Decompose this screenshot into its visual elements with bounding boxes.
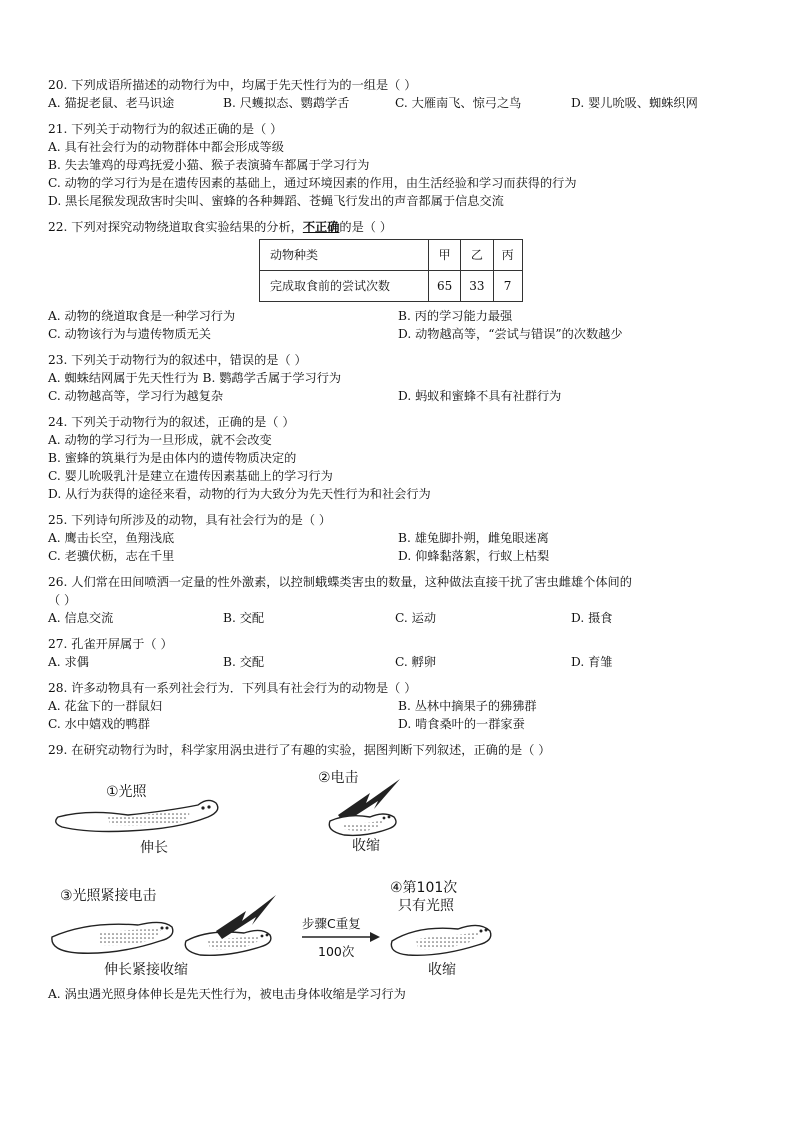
- planarian-extended-3: [52, 922, 173, 953]
- question-22: [48, 218, 748, 343]
- options-row: [48, 547, 748, 565]
- question-23: [48, 351, 748, 405]
- stem-suffix: 的是（ ）: [339, 220, 393, 234]
- table-header-cell: 甲: [429, 240, 461, 271]
- planarian-extended-1: [56, 800, 218, 831]
- table-cell: 完成取食前的尝试次数: [260, 271, 429, 302]
- options-row: [48, 94, 748, 112]
- option-c[interactable]: C. 运动: [395, 611, 437, 625]
- option-b[interactable]: B. 交配: [223, 655, 265, 669]
- question-stem: 29. 在研究动物行为时，科学家用涡虫进行了有趣的实验，据图判断下列叙述，正确的是（ ）: [48, 743, 551, 757]
- options-row: [48, 529, 748, 547]
- option-a[interactable]: A. 花盆下的一群鼠妇: [48, 699, 163, 713]
- question-stem: 20. 下列成语所描述的动物行为中，均属于先天性行为的一组是（ ）: [48, 78, 417, 92]
- option-c[interactable]: C. 动物的学习行为是在遗传因素的基础上，通过环境因素的作用，由生活经验和学习而获得的行为: [48, 176, 577, 190]
- options-row: [48, 307, 748, 325]
- option-c[interactable]: C. 动物该行为与遗传物质无关: [48, 327, 211, 341]
- step2-label: ②电击: [318, 770, 359, 786]
- option-c[interactable]: C. 大雁南飞、惊弓之鸟: [395, 96, 522, 110]
- option-d[interactable]: D. 从行为获得的途径来看，动物的行为大致分为先天性行为和社会行为: [48, 487, 431, 501]
- question-20: [48, 76, 748, 112]
- options-row: [48, 609, 748, 627]
- option-d[interactable]: D. 仰蜂黏落絮，行蚁上枯梨: [398, 549, 550, 563]
- step1-label: ①光照: [106, 784, 147, 800]
- option-c[interactable]: C. 动物越高等，学习行为越复杂: [48, 389, 224, 403]
- step4-label-line1: ④第101次: [390, 880, 458, 896]
- option-d[interactable]: D. 啃食桑叶的一群家蚕: [398, 717, 525, 731]
- question-stem: 21. 下列关于动物行为的叙述正确的是（ ）: [48, 122, 283, 136]
- option-d[interactable]: D. 蚂蚁和蜜蜂不具有社群行为: [398, 389, 562, 403]
- question-stem: 24. 下列关于动物行为的叙述，正确的是（ ）: [48, 415, 295, 429]
- question-25: [48, 511, 748, 565]
- question-24: [48, 413, 748, 503]
- question-29: [48, 741, 748, 1003]
- option-b[interactable]: B. 尺蠖拟态、鹦鹉学舌: [223, 96, 350, 110]
- option-d[interactable]: D. 婴儿吮吸、蜘蛛织网: [571, 96, 698, 110]
- option-b[interactable]: B. 丛林中摘果子的狒狒群: [398, 699, 537, 713]
- question-26: [48, 573, 748, 627]
- options-row: [48, 387, 748, 405]
- question-stem: 28. 许多动物具有一系列社会行为．下列具有社会行为的动物是（ ）: [48, 681, 417, 695]
- option-c[interactable]: C. 水中嬉戏的鸭群: [48, 717, 150, 731]
- step4-label-line2: 只有光照: [398, 898, 454, 914]
- option-b[interactable]: B. 蜜蜂的筑巢行为是由体内的遗传物质决定的: [48, 451, 297, 465]
- stem-emphasis: 不正确: [302, 220, 340, 234]
- planarian-contracted-2: [329, 814, 396, 835]
- step2-result: 收缩: [352, 838, 380, 854]
- option-a[interactable]: A. 求偶: [48, 655, 89, 669]
- table-row: [260, 271, 523, 302]
- repeat-label-top: 步骤C重复: [302, 916, 361, 931]
- table-header-row: [260, 240, 523, 271]
- repeat-label-bottom: 100次: [318, 944, 355, 959]
- question-stem-cont: （ ）: [48, 593, 77, 607]
- option-c[interactable]: C. 婴儿吮吸乳汁是建立在遗传因素基础上的学习行为: [48, 469, 333, 483]
- question-stem: 25. 下列诗句所涉及的动物，具有社会行为的是（ ）: [48, 513, 332, 527]
- option-a[interactable]: A. 涡虫遇光照身体伸长是先天性行为，被电击身体收缩是学习行为: [48, 987, 406, 1001]
- step3-result: 伸长紧接收缩: [104, 962, 188, 978]
- repeat-arrow: [302, 932, 380, 942]
- step3-label: ③光照紧接电击: [60, 888, 157, 904]
- option-d[interactable]: D. 动物越高等，“尝试与错误”的次数越少: [398, 327, 623, 341]
- question-stem: 26. 人们常在田间喷洒一定量的性外激素，以控制蛾蝶类害虫的数量，这种做法直接干扰了害虫雌雄个体间的: [48, 575, 632, 589]
- table-header-cell: 动物种类: [260, 240, 429, 271]
- option-a[interactable]: A. 信息交流: [48, 611, 114, 625]
- question-stem: [48, 218, 748, 236]
- option-c[interactable]: C. 老骥伏枥，志在千里: [48, 549, 175, 563]
- options-row: [48, 715, 748, 733]
- table-cell: 33: [461, 271, 493, 302]
- table-cell: 65: [429, 271, 461, 302]
- question-stem: 23. 下列关于动物行为的叙述中，错误的是（ ）: [48, 353, 307, 367]
- option-b[interactable]: B. 失去雏鸡的母鸡抚爱小猫、猴子表演骑车都属于学习行为: [48, 158, 370, 172]
- option-a[interactable]: A. 具有社会行为的动物群体中都会形成等级: [48, 140, 284, 154]
- table-header-cell: 丙: [493, 240, 522, 271]
- question-21: [48, 120, 748, 210]
- options-row: [48, 325, 748, 343]
- option-d[interactable]: D. 黑长尾猴发现敌害时尖叫、蜜蜂的各种舞蹈、苍蝇飞行发出的声音都属于信息交流: [48, 194, 504, 208]
- option-b[interactable]: B. 交配: [223, 611, 265, 625]
- option-ab[interactable]: A. 蜘蛛结网属于先天性行为 B. 鹦鹉学舌属于学习行为: [48, 371, 342, 385]
- question-28: [48, 679, 748, 733]
- table-header-cell: 乙: [461, 240, 493, 271]
- question-27: [48, 635, 748, 671]
- options-row: [48, 653, 748, 671]
- step4-result: 收缩: [428, 962, 456, 978]
- exam-page: [48, 76, 748, 1003]
- options-row: [48, 697, 748, 715]
- planarian-contracted-4: [391, 925, 490, 955]
- option-d[interactable]: D. 育雏: [571, 655, 613, 669]
- experiment-table: [259, 239, 523, 302]
- option-c[interactable]: C. 孵卵: [395, 655, 437, 669]
- planarian-figure: [48, 765, 500, 981]
- option-d[interactable]: D. 摄食: [571, 611, 613, 625]
- step1-result: 伸长: [140, 840, 168, 856]
- option-a[interactable]: A. 猫捉老鼠、老马识途: [48, 96, 175, 110]
- option-b[interactable]: B. 丙的学习能力最强: [398, 309, 513, 323]
- option-a[interactable]: A. 鹰击长空，鱼翔浅底: [48, 531, 175, 545]
- stem-prefix: 22. 下列对探究动物绕道取食实验结果的分析，: [48, 220, 303, 234]
- option-a[interactable]: A. 动物的绕道取食是一种学习行为: [48, 309, 236, 323]
- table-cell: 7: [493, 271, 522, 302]
- option-a[interactable]: A. 动物的学习行为一旦形成，就不会改变: [48, 433, 272, 447]
- question-stem: 27. 孔雀开屏属于（ ）: [48, 637, 173, 651]
- option-b[interactable]: B. 雄兔脚扑朔，雌兔眼迷离: [398, 531, 549, 545]
